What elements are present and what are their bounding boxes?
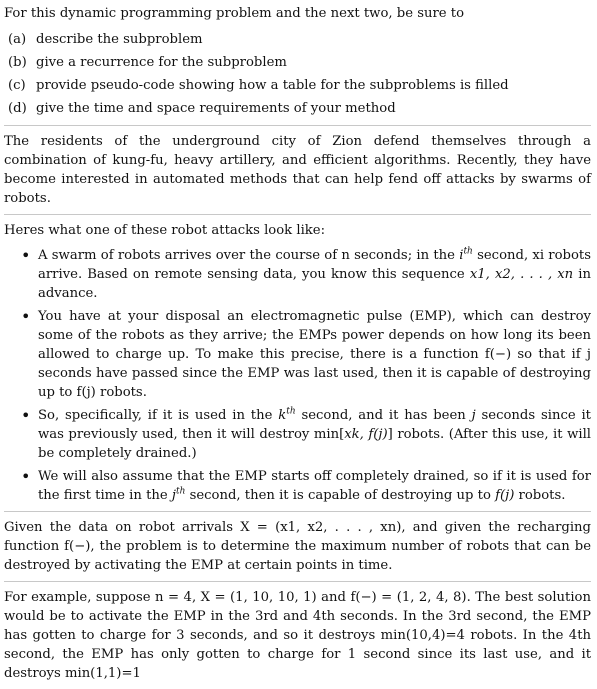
task-text: give a recurrence for the subproblem <box>36 55 287 70</box>
list-item-drained: • We will also assume that the EMP starts off completely drained, so if it is used for the first time in the $j^{th}$ second, then it is capable of destroying up to f(j) robots. <box>4 467 591 505</box>
task-item-a <box>4 28 591 51</box>
zion-paragraph: The residents of the underground city of Zion defend themselves through a combination of kung-fu, heavy artillery, and efficient algorithms. Recently, they have become interested in automated methods that can help fend off attacks by swarms of robots. <box>4 134 591 206</box>
list-item-usage: • So, specifically, if it is used in the $k^{th}$ second, and it has been j seconds since it was previously used, then it will destroy min[xk, f(j)] robots. (After this use, it will be completely drained.) <box>4 406 591 463</box>
example-paragraph: For example, suppose n = 4, X = (1, 10, 10, 1) and f(−) = (1, 2, 4, 8). The best solution would be to activate the EMP in the 3rd and 4th seconds. In the 3rd second, the EMP has gotten to charge for 3 seconds, and so it destroys min(10,4)=4 robots. In the 4th second, the EMP has only gotten to charge for 1 second since its last use, and it destroys min(1,1)=1 <box>4 590 591 681</box>
list-item-emp: • You have at your disposal an electromagnetic pulse (EMP), which can destroy some of the robots as they arrive; the EMPs power depends on how long its been allowed to charge up. To make this precise, there is a function f(−) so that if j seconds have passed since the EMP was last used, then it is capable of destroying up to f(j) robots. <box>4 307 591 402</box>
given-paragraph: Given the data on robot arrivals X = (x1, x2, . . . , xn), and given the recharging function f(−), the problem is to determine the maximum number of robots that can be destroyed by activating the EMP at certain points in time. <box>4 520 591 573</box>
task-item-d <box>4 97 591 120</box>
divider <box>4 214 591 215</box>
task-label: (d) <box>8 101 27 116</box>
task-text: provide pseudo-code showing how a table for the subproblems is filled <box>36 78 509 93</box>
task-label: (b) <box>8 55 27 70</box>
heres-line: Heres what one of these robot attacks look like: <box>4 223 326 238</box>
task-item-c <box>4 74 591 97</box>
divider <box>4 125 591 126</box>
attack-description-list <box>4 246 591 505</box>
divider <box>4 581 591 582</box>
task-text: give the time and space requirements of your method <box>36 101 396 116</box>
task-list <box>4 28 591 120</box>
task-label: (a) <box>8 32 27 47</box>
task-label: (c) <box>8 78 26 93</box>
list-item-swarm: • A swarm of robots arrives over the course of n seconds; in the $i^{th}$ second, xi robots arrive. Based on remote sensing data, you know this sequence x1, x2, . . . , xn in advance. <box>4 246 591 303</box>
task-item-b <box>4 51 591 74</box>
intro-text: For this dynamic programming problem and the next two, be sure to <box>4 6 465 21</box>
document <box>4 4 591 689</box>
divider <box>4 511 591 512</box>
task-text: describe the subproblem <box>36 32 203 47</box>
